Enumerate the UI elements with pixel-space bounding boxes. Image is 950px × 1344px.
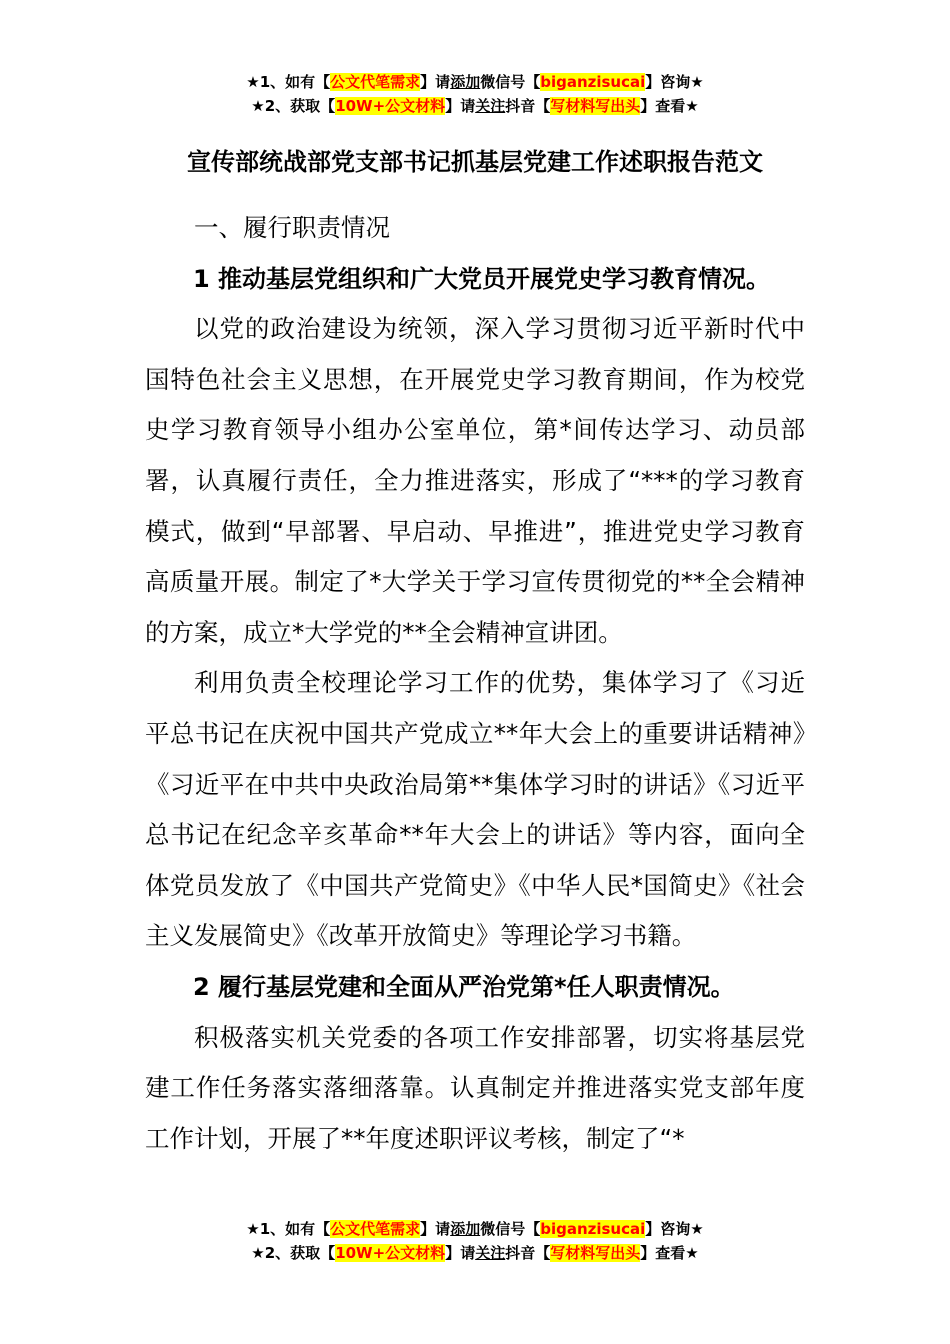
highlight-ghostwriting-bottom: 公文代笔需求	[330, 1220, 421, 1238]
paragraph-1: 以党的政治建设为统领，深入学习贯彻习近平新时代中国特色社会主义思想，在开展党史学习教育期间，作为校党史学习教育领导小组办公室单位，第*间传达学习、动员部署，认真履行责任，全力推进落实，形成了“***的学习教育模式，做到“早部署、早启动、早推进”，推进党史学习教育高质量开展。制定了*大学关于学习宣传贯彻党的**全会精神的方案，成立*大学党的**全会精神宣讲团。	[145, 314, 805, 647]
highlight-materials-bottom: 10W+公文材料	[335, 1244, 446, 1262]
highlight-wechat-id: biganzisucai	[540, 73, 646, 91]
highlight-douyin-account: 写材料写出头	[550, 97, 641, 115]
banner-line-1-bottom: ★1、如有【公文代笔需求】请添加微信号【biganzisucai】咨询★	[246, 1220, 704, 1238]
subheading-1: 1 推动基层党组织和广大党员开展党史学习教育情况。	[193, 264, 771, 293]
highlight-douyin-account-bottom: 写材料写出头	[550, 1244, 641, 1262]
underline-follow: 关注	[475, 97, 506, 115]
highlight-wechat-id-bottom: biganzisucai	[540, 1220, 646, 1238]
banner-line-2-bottom: ★2、获取【10W+公文材料】请关注抖音【写材料写出头】查看★	[251, 1244, 699, 1262]
bottom-banner	[0, 1217, 950, 1265]
top-banner	[0, 70, 950, 118]
underline-follow-bottom: 关注	[475, 1244, 506, 1262]
banner-line-2: ★2、获取【10W+公文材料】请关注抖音【写材料写出头】查看★	[251, 97, 699, 115]
subheading-2: 2 履行基层党建和全面从严治党第*任人职责情况。	[193, 972, 735, 1001]
highlight-materials: 10W+公文材料	[335, 97, 446, 115]
paragraph-2: 利用负责全校理论学习工作的优势，集体学习了《习近平总书记在庆祝中国共产党成立**年大会上的重要讲话精神》《习近平在中共中央政治局第**集体学习时的讲话》《习近平总书记在纪念辛亥革命**年大会上的讲话》等内容，面向全体党员发放了《中国共产党简史》《中华人民*国简史》《社会主义发展简史》《改革开放简史》等理论学习书籍。	[145, 668, 805, 951]
document-body	[145, 203, 805, 1164]
highlight-ghostwriting: 公文代笔需求	[330, 73, 421, 91]
section-heading-1: 一、履行职责情况	[194, 213, 390, 242]
banner-line-1: ★1、如有【公文代笔需求】请添加微信号【biganzisucai】咨询★	[246, 73, 704, 91]
document-title: 宣传部统战部党支部书记抓基层党建工作述职报告范文	[187, 148, 763, 176]
paragraph-3: 积极落实机关党委的各项工作安排部署，切实将基层党建工作任务落实落细落靠。认真制定并推进落实党支部年度工作计划，开展了**年度述职评议考核，制定了“*	[145, 1022, 805, 1153]
underline-add-bottom: 添加	[450, 1220, 481, 1238]
underline-add: 添加	[450, 73, 481, 91]
